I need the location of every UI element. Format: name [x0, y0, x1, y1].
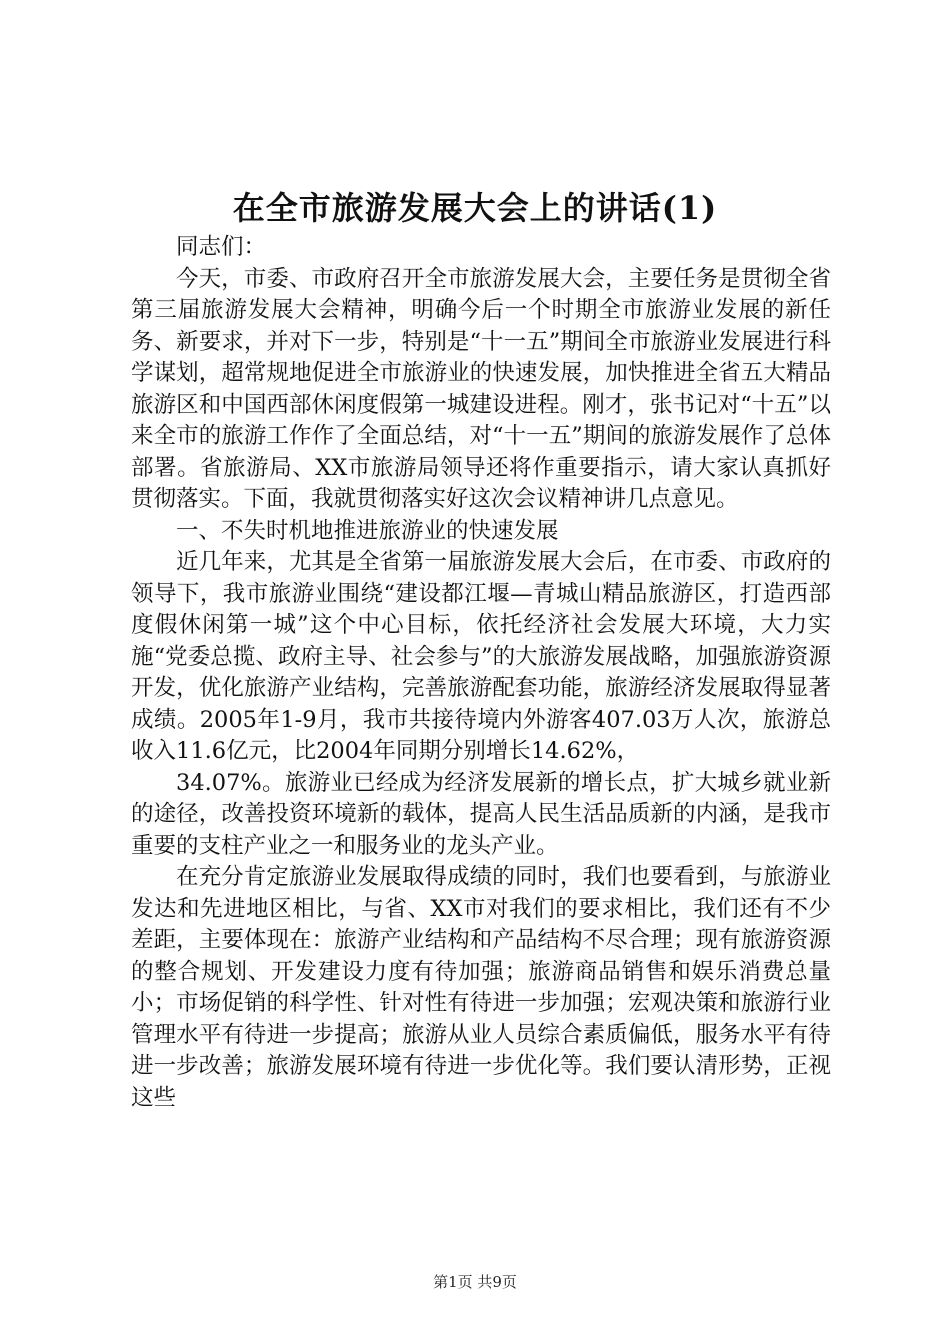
- salutation: 同志们：: [176, 234, 267, 260]
- paragraph: 34.07%。旅游业已经成为经济发展新的增长点，扩大城乡就业新的途径，改善投资环境新的载体，提高人民生活品质新的内涵，是我市重要的支柱产业之一和服务业的龙头产业。: [131, 769, 831, 859]
- paragraph: 近几年来，尤其是全省第一届旅游发展大会后，在市委、市政府的领导下，我市旅游业围绕“建设都江堰—青城山精品旅游区，打造西部度假休闲第一城”这个中心目标，依托经济社会发展大环境，大力实施“党委总揽、政府主导、社会参与”的大旅游发展战略，加强旅游资源开发，优化旅游产业结构，完善旅游配套功能，旅游经济发展取得显著成绩。2005年1-9月，我市共接待境内外游客407.03万人次，旅游总收入11.6亿元，比2004年同期分别增长14.62%，: [131, 549, 831, 764]
- paragraph: 今天，市委、市政府召开全市旅游发展大会，主要任务是贯彻全省第三届旅游发展大会精神，明确今后一个时期全市旅游业发展的新任务、新要求，并对下一步，特别是“十一五”期间全市旅游业发展进行科学谋划，超常规地促进全市旅游业的快速发展，加快推进全省五大精品旅游区和中国西部休闲度假第一城建设进程。刚才，张书记对“十五”以来全市的旅游工作作了全面总结，对“十一五”期间的旅游发展作了总体部署。省旅游局、XX市旅游局领导还将作重要指示，请大家认真抓好贯彻落实。下面，我就贯彻落实好这次会议精神讲几点意见。: [131, 265, 831, 512]
- document-title: 在全市旅游发展大会上的讲话(1): [232, 189, 718, 227]
- paragraph: 在充分肯定旅游业发展取得成绩的同时，我们也要看到，与旅游业发达和先进地区相比，与省、XX市对我们的要求相比，我们还有不少差距，主要体现在：旅游产业结构和产品结构不尽合理；现有旅游资源的整合规划、开发建设力度有待加强；旅游商品销售和娱乐消费总量小；市场促销的科学性、针对性有待进一步加强；宏观决策和旅游行业管理水平有待进一步提高；旅游从业人员综合素质偏低，服务水平有待进一步改善；旅游发展环境有待进一步优化等。我们要认清形势，正视这些: [131, 864, 831, 1111]
- page-number-footer: 第1页 共9页: [433, 1273, 517, 1291]
- document-body: [131, 232, 831, 1114]
- section-heading: 一、不失时机地推进旅游业的快速发展: [176, 517, 559, 544]
